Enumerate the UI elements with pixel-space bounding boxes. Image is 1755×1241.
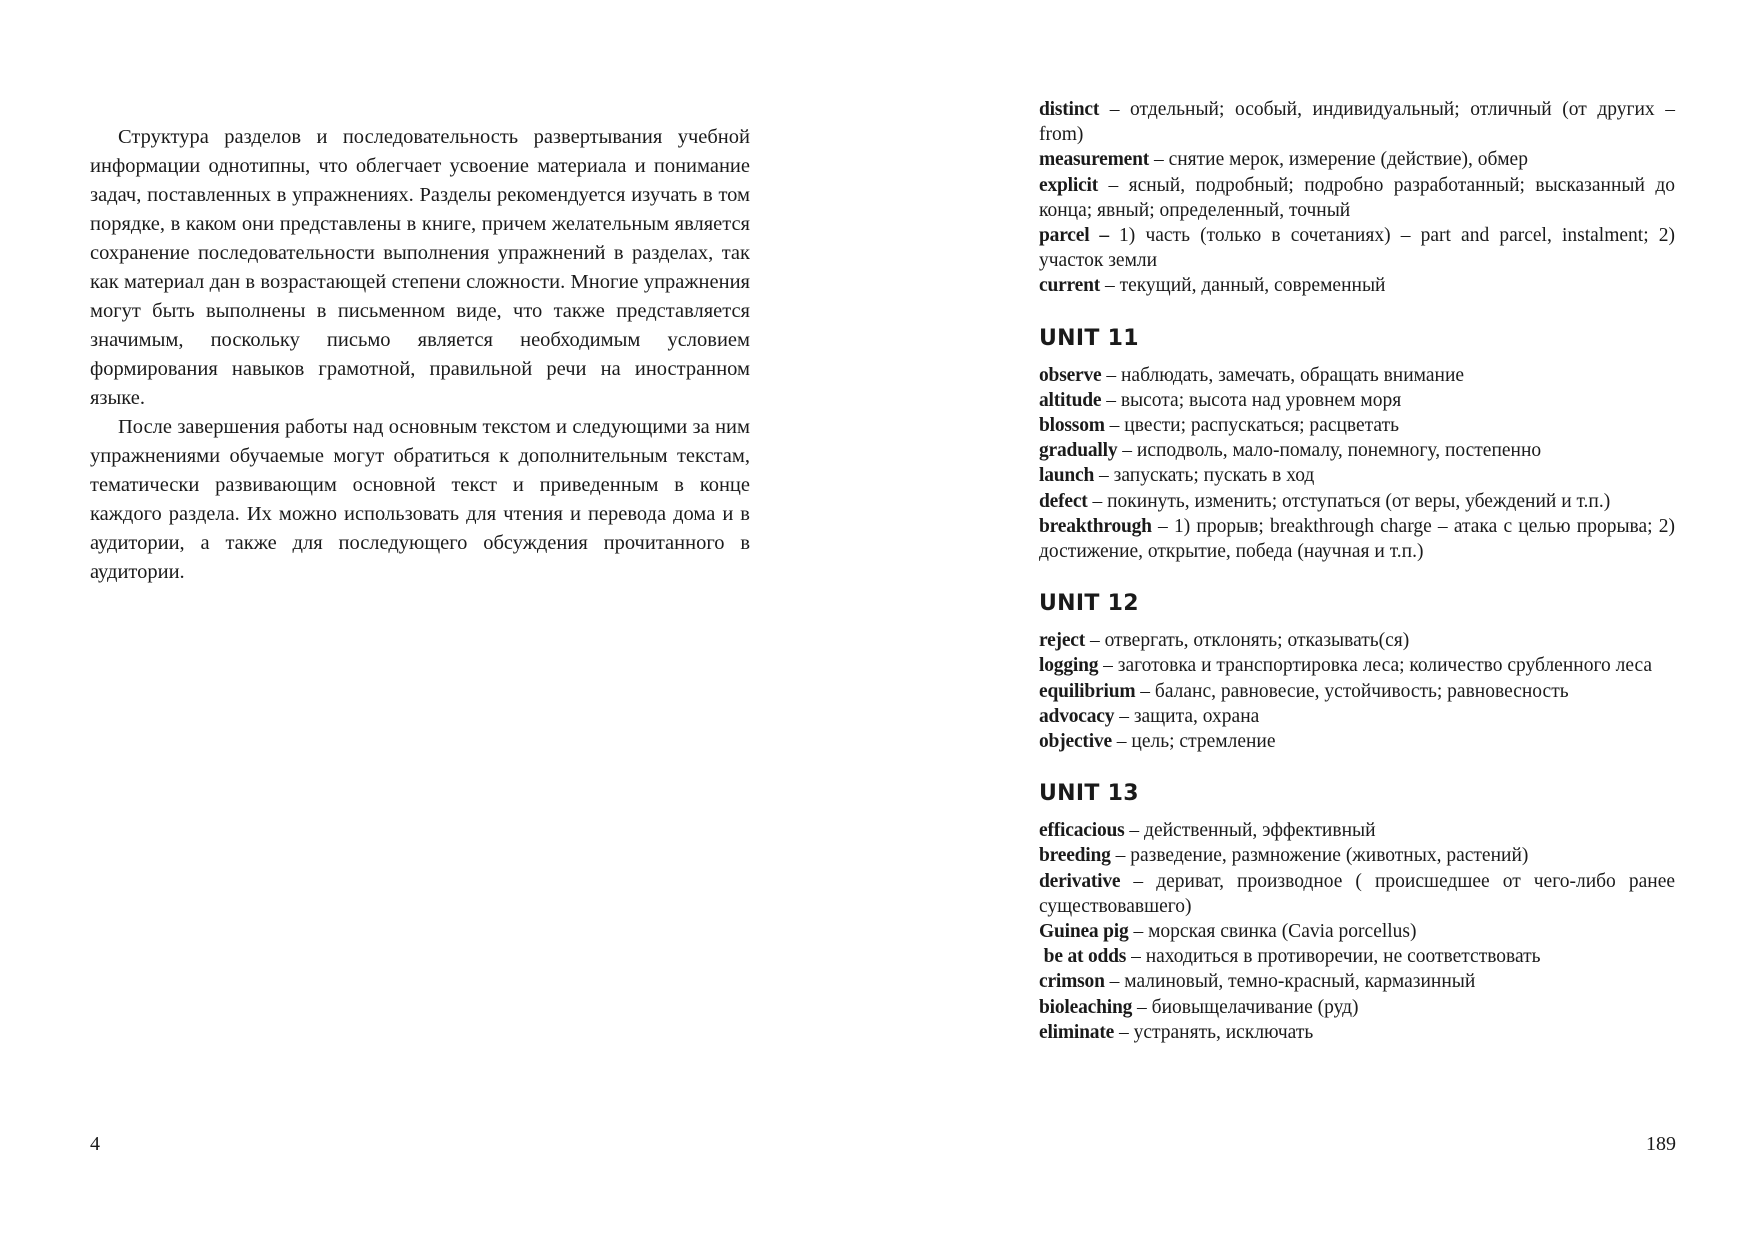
term: launch <box>1039 465 1095 487</box>
glossary-entry <box>1039 97 1675 147</box>
glossary-entry <box>1039 679 1675 704</box>
term: eliminate <box>1039 1021 1115 1043</box>
definition: – дериват, производное ( происшедшее от чего-либо ранее существовавшего) <box>1039 870 1675 917</box>
definition: – устранять, исключать <box>1114 1021 1314 1043</box>
definition: – малиновый, темно-красный, кармазинный <box>1104 971 1476 993</box>
definition: – цвести; распускаться; расцветать <box>1104 415 1400 437</box>
term: efficacious <box>1039 820 1125 842</box>
glossary-entry <box>1039 704 1675 729</box>
term: crimson <box>1039 971 1105 993</box>
glossary-entry <box>1039 489 1675 514</box>
glossary <box>1039 97 1675 1045</box>
glossary-entry <box>1039 438 1675 463</box>
glossary-entry <box>1039 173 1675 223</box>
term: defect <box>1039 490 1088 512</box>
glossary-entry <box>1039 729 1675 754</box>
paragraph: Структура разделов и последовательность развертывания учебной информации однотипны, что облегчает усвоение материала и понимание задач, поставленных в упражнениях. Разделы рекомендуется изучать в том порядке, в каком они представлены в книге, причем желательным является сохранение последовательности выполнения упражнений в разделах, так как материал дан в возрастающей степени сложности. Многие упражнения могут быть выполнены в письменном виде, что также представляется значимым, поскольку письмо является необходимым условием формирования навыков грамотной, правильной речи на иностранном языке. <box>90 126 750 409</box>
definition: – цель; стремление <box>1111 731 1276 753</box>
paragraph: После завершения работы над основным текстом и следующими за ним упражнениями обучаемые могут обратиться к дополнительным текстам, тематически развивающим основной текст и приведенным в конце каждого раздела. Их можно использовать для чтения и перевода дома и в аудитории, а также для последующего обсуждения прочитанного в аудитории. <box>90 416 750 583</box>
term: logging <box>1039 655 1099 677</box>
glossary-entry <box>1039 869 1675 919</box>
term: breeding <box>1039 845 1111 867</box>
left-page <box>0 0 877 1241</box>
term: gradually <box>1039 440 1118 462</box>
definition: – запускать; пускать в ход <box>1094 465 1315 487</box>
term: advocacy <box>1039 705 1115 727</box>
left-page-body <box>90 123 750 587</box>
term: bioleaching <box>1039 996 1133 1018</box>
glossary-entry <box>1039 463 1675 488</box>
unit-heading: UNIT 11 <box>1039 325 1139 351</box>
page-number: 189 <box>1646 1133 1676 1155</box>
definition: – действенный, эффективный <box>1124 820 1376 842</box>
glossary-entry <box>1039 273 1675 298</box>
definition: – наблюдать, замечать, обращать внимание <box>1101 364 1465 386</box>
term: measurement <box>1039 149 1150 171</box>
definition: – защита, охрана <box>1114 705 1260 727</box>
page-number: 4 <box>90 1133 100 1155</box>
unit-heading: UNIT 13 <box>1039 781 1139 807</box>
term: objective <box>1039 731 1112 753</box>
definition: – разведение, размножение (животных, растений) <box>1110 845 1529 867</box>
term: current <box>1039 275 1101 297</box>
unit-heading: UNIT 12 <box>1039 591 1139 617</box>
definition: – высота; высота над уровнем моря <box>1101 389 1402 411</box>
term: reject <box>1039 630 1086 652</box>
definition: – находиться в противоречии, не соответствовать <box>1126 946 1541 968</box>
term: be at odds <box>1039 946 1127 968</box>
term: blossom <box>1039 415 1105 437</box>
glossary-entry <box>1039 818 1675 843</box>
definition: – морская свинка (Cavia porcellus) <box>1128 921 1417 943</box>
term: distinct <box>1039 99 1100 120</box>
term: parcel – <box>1039 225 1109 247</box>
glossary-entry <box>1039 1020 1675 1045</box>
glossary-entry <box>1039 388 1675 413</box>
definition: – отвергать, отклонять; отказывать(ся) <box>1085 630 1410 652</box>
definition: – биовыщелачивание (руд) <box>1132 996 1359 1018</box>
glossary-entry <box>1039 969 1675 994</box>
definition: 1) часть (только в сочетаниях) – part and parcel, instalment; 2) участок земли <box>1039 225 1676 272</box>
term: breakthrough <box>1039 515 1152 537</box>
right-page <box>877 0 1755 1241</box>
term: equilibrium <box>1039 680 1136 702</box>
term: observe <box>1039 364 1102 386</box>
term: altitude <box>1039 389 1102 411</box>
glossary-entry <box>1039 995 1675 1020</box>
glossary-entry <box>1039 363 1675 388</box>
definition: – текущий, данный, современный <box>1100 275 1386 297</box>
definition: – заготовка и транспортировка леса; количество срубленного леса <box>1098 655 1653 677</box>
glossary-entry <box>1039 514 1675 564</box>
glossary-entry <box>1039 944 1675 969</box>
glossary-entry <box>1039 843 1675 868</box>
definition: – покинуть, изменить; отступаться (от веры, убеждений и т.п.) <box>1087 490 1611 512</box>
glossary-entry <box>1039 223 1675 273</box>
unit-entries <box>1039 818 1675 1045</box>
unit-entries <box>1039 363 1675 565</box>
glossary-entry <box>1039 628 1675 653</box>
definition: – баланс, равновесие, устойчивость; равновесность <box>1135 680 1569 702</box>
term: Guinea pig <box>1039 921 1129 943</box>
term: explicit <box>1039 174 1099 196</box>
glossary-entry <box>1039 413 1675 438</box>
definition: – 1) прорыв; breakthrough charge – атака с целью прорыва; 2) достижение, открытие, победа (научная и т.п.) <box>1039 515 1675 563</box>
definition: – ясный, подробный; подробно разработанный; высказанный до конца; явный; определенный, точный <box>1039 174 1675 221</box>
intro-entries <box>1039 97 1675 299</box>
glossary-entry <box>1039 919 1675 944</box>
glossary-entry <box>1039 147 1675 172</box>
definition: – отдельный; особый, индивидуальный; отличный (от других – from) <box>1039 99 1675 146</box>
term: derivative <box>1039 870 1121 892</box>
glossary-entry <box>1011 653 1675 678</box>
definition: – исподволь, мало-помалу, понемногу, постепенно <box>1117 440 1542 462</box>
unit-entries <box>1039 628 1675 754</box>
definition: – снятие мерок, измерение (действие), обмер <box>1149 149 1528 171</box>
